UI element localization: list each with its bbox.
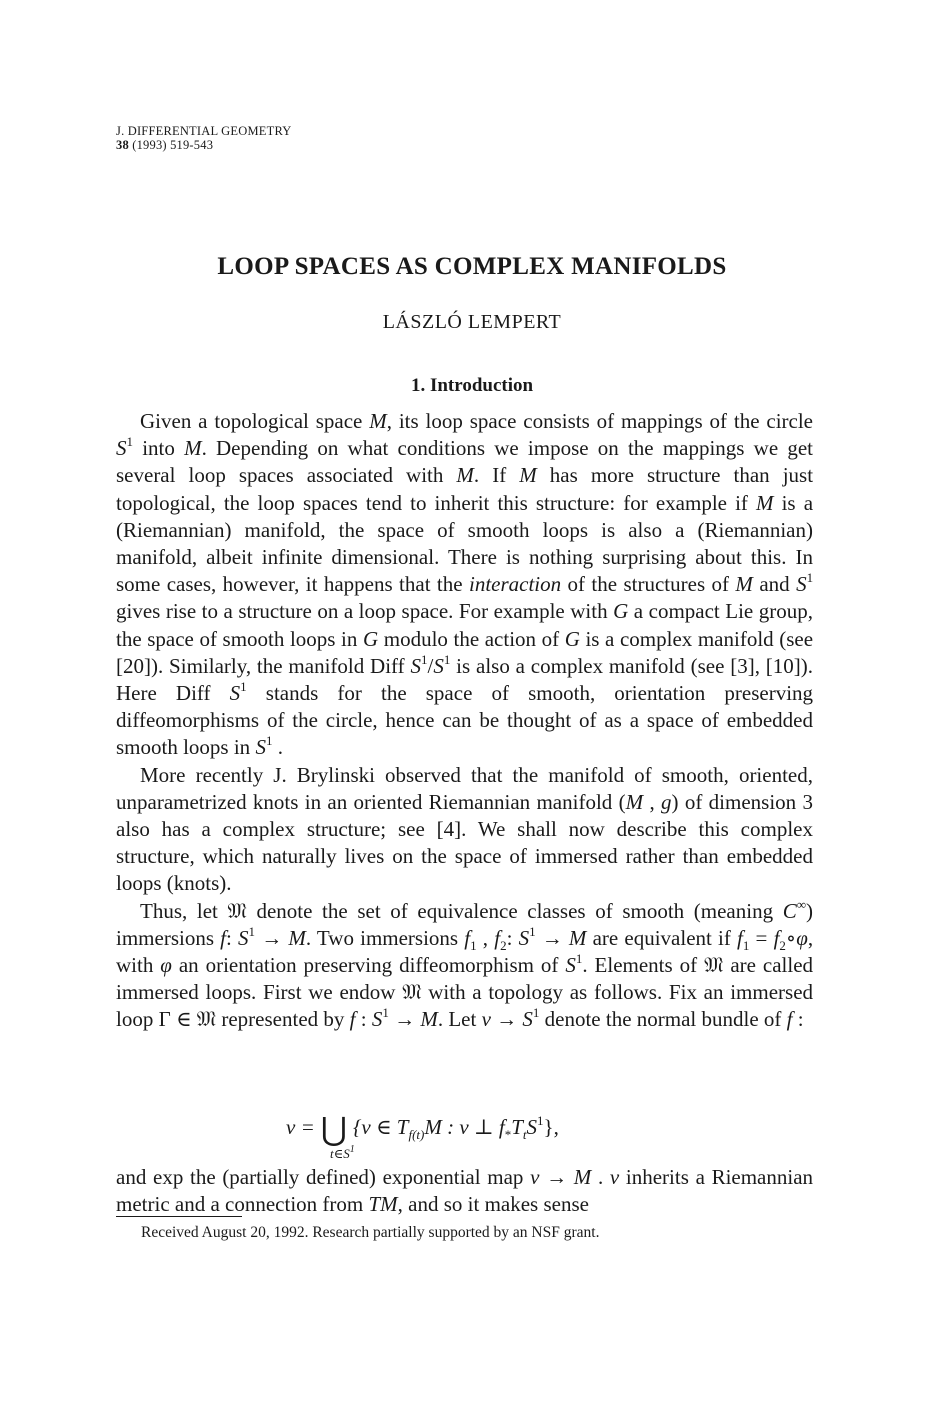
- section-heading: 1. Introduction: [410, 375, 534, 396]
- paper-title: LOOP SPACES AS COMPLEX MANIFOLDS: [217, 253, 727, 280]
- normal-bundle-equation: ν = ⋃ {v ∈ $T_{f(t)}M$ : v ⊥ $f_*T_tS^1$}, $t\in S^1$: [286, 1111, 559, 1161]
- journal-name: J. DIFFERENTIAL GEOMETRY: [116, 124, 292, 138]
- journal-issue: (1993) 519-543: [132, 138, 214, 152]
- footnote: Received August 20, 1992. Research partially supported by an NSF grant.: [141, 1224, 600, 1241]
- footnote-rule: [116, 1216, 242, 1217]
- journal-volume-line: [116, 138, 292, 152]
- paragraph-2: More recently J. Brylinski observed that the manifold of smooth, oriented, unparametrized knots in an oriented Riemannian manifold (M , g) of dimension 3 also has a complex structure; see [4]. We shall now describe this complex structure, which naturally lives on the space of immersed rather than embedded loops (knots).: [116, 762, 813, 896]
- paragraph-3: Thus, let 𝔐 denote the set of equivalence classes of smooth (meaning C∞) immersions f: $S^1 \to M$. Two immersions $f_1$ , $f_2$: $S^1 \to M$ are equivalent if $f_1$ = $f_2\circ\varphi$, with φ an orientation preserving diffeomorphism of $S^1$. Elements of 𝔐 are called immersed loops. First we endow 𝔐 with a topology as follows. Fix an immersed loop Γ ∈ 𝔐 represented by f : $S^1 \to M$. Let $\nu \to S^1$ denote the normal bundle of f :: [116, 896, 814, 1032]
- continuation-text: and exp the (partially defined) exponential map ν → M . ν inherits a Riemannian metric and a connection from TM, and so it makes sense: [116, 1165, 814, 1217]
- paper-author: LÁSZLÓ LEMPERT: [382, 311, 562, 333]
- body-text: [116, 408, 813, 1034]
- journal-volume: 38: [116, 138, 129, 152]
- paragraph-1: Given a topological space M, its loop space consists of mappings of the circle $S^1$ into M. Depending on what conditions we impose on the mappings we get several loop spaces associated with M. If M has more structure than just topological, the loop spaces tend to inherit this structure: for example if M is a (Riemannian) manifold, the space of smooth loops is also a (Riemannian) manifold, albeit infinite dimensional. There is nothing surprising about this. In some cases, however, it happens that the interaction of the structures of M and $S^1$ gives rise to a structure on a loop space. For example with G a compact Lie group, the space of smooth loops in G modulo the action of G is a complex manifold (see [20]). Similarly, the manifold Diff $S^1/S^1$ is also a complex manifold (see [3], [10]). Here Diff $S^1$ stands for the space of smooth, orientation preserving diffeomorphisms of the circle, hence can be thought of as a space of embedded smooth loops in $S^1$ .: [116, 409, 814, 760]
- journal-header: [116, 124, 292, 152]
